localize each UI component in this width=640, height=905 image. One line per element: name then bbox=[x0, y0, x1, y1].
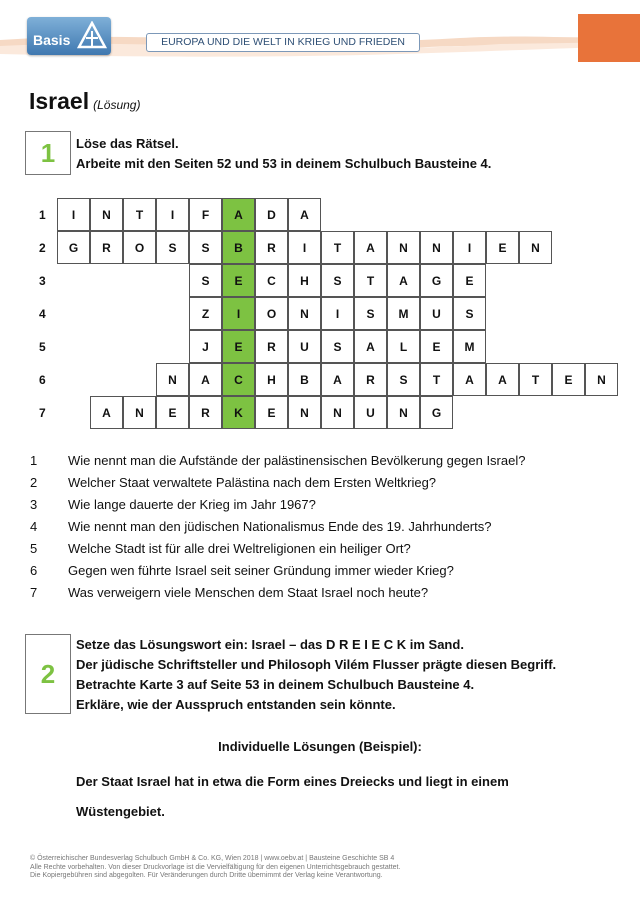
crossword-cell: A bbox=[189, 363, 222, 396]
crossword-cell: E bbox=[486, 231, 519, 264]
crossword-cell: A bbox=[288, 198, 321, 231]
crossword-row-number: 1 bbox=[39, 208, 46, 222]
crossword-cell: I bbox=[321, 297, 354, 330]
question-text: Wie lange dauerte der Krieg im Jahr 1967? bbox=[68, 497, 316, 512]
crossword-cell: T bbox=[519, 363, 552, 396]
crossword-cell: E bbox=[156, 396, 189, 429]
crossword-cell: O bbox=[123, 231, 156, 264]
copyright-footer bbox=[30, 855, 400, 881]
crossword-cell: D bbox=[255, 198, 288, 231]
crossword-cell: S bbox=[453, 297, 486, 330]
crossword-cell: T bbox=[123, 198, 156, 231]
question-number: 7 bbox=[30, 585, 38, 600]
question-text: Wie nennt man den jüdischen Nationalismus Ende des 19. Jahrhunderts? bbox=[68, 519, 492, 534]
crossword-solution-cell: I bbox=[222, 297, 255, 330]
crossword-cell: R bbox=[255, 231, 288, 264]
crossword-cell: T bbox=[420, 363, 453, 396]
title-subtitle: (Lösung) bbox=[93, 98, 141, 112]
crossword-cell: A bbox=[354, 231, 387, 264]
crossword-cell: N bbox=[387, 231, 420, 264]
crossword-cell: H bbox=[255, 363, 288, 396]
crossword-cell: S bbox=[321, 264, 354, 297]
crossword-cell: R bbox=[255, 330, 288, 363]
crossword-solution-cell: A bbox=[222, 198, 255, 231]
task-2-number-box: 2 bbox=[25, 634, 71, 714]
series-title: EUROPA UND DIE WELT IN KRIEG UND FRIEDEN bbox=[146, 33, 420, 52]
crossword-cell: U bbox=[288, 330, 321, 363]
question-number: 3 bbox=[30, 497, 38, 512]
crossword-cell: R bbox=[189, 396, 222, 429]
task-2-line: Betrachte Karte 3 auf Seite 53 in deinem Schulbuch Bausteine 4. bbox=[76, 677, 475, 692]
page-header bbox=[0, 0, 640, 70]
crossword-cell: I bbox=[156, 198, 189, 231]
question-number: 4 bbox=[30, 519, 38, 534]
question-text: Gegen wen führte Israel seit seiner Gründung immer wieder Krieg? bbox=[68, 563, 454, 578]
crossword-cell: N bbox=[123, 396, 156, 429]
crossword-cell: I bbox=[288, 231, 321, 264]
page-title bbox=[29, 88, 140, 115]
crossword-cell: C bbox=[255, 264, 288, 297]
crossword-cell: T bbox=[321, 231, 354, 264]
crossword-cell: B bbox=[288, 363, 321, 396]
logo-text: Basis bbox=[33, 32, 71, 48]
crossword-cell: E bbox=[420, 330, 453, 363]
crossword-solution-cell: B bbox=[222, 231, 255, 264]
crossword-cell: O bbox=[255, 297, 288, 330]
task-1-number-box: 1 bbox=[25, 131, 71, 175]
question-number: 2 bbox=[30, 475, 38, 490]
crossword-cell: N bbox=[519, 231, 552, 264]
crossword-cell: E bbox=[552, 363, 585, 396]
crossword-row-number: 4 bbox=[39, 307, 46, 321]
crossword-cell: F bbox=[189, 198, 222, 231]
task-2-line: Erkläre, wie der Ausspruch entstanden sein könnte. bbox=[76, 697, 396, 712]
crossword-row-number: 6 bbox=[39, 373, 46, 387]
question-text: Welcher Staat verwaltete Palästina nach dem Ersten Weltkrieg? bbox=[68, 475, 437, 490]
crossword-solution-cell: E bbox=[222, 330, 255, 363]
crossword-cell: S bbox=[189, 231, 222, 264]
crossword-cell: S bbox=[156, 231, 189, 264]
task-1-line: Löse das Rätsel. bbox=[76, 136, 179, 151]
crossword-cell: N bbox=[585, 363, 618, 396]
crossword-cell: N bbox=[288, 396, 321, 429]
corner-decoration bbox=[578, 14, 640, 62]
crossword-cell: J bbox=[189, 330, 222, 363]
crossword-cell: S bbox=[354, 297, 387, 330]
question-number: 6 bbox=[30, 563, 38, 578]
crossword-solution-cell: E bbox=[222, 264, 255, 297]
crossword-cell: I bbox=[57, 198, 90, 231]
task-2-instructions bbox=[76, 635, 556, 715]
question-number: 5 bbox=[30, 541, 38, 556]
crossword-cell: G bbox=[420, 264, 453, 297]
crossword-cell: N bbox=[156, 363, 189, 396]
question-text: Wie nennt man die Aufstände der palästinensischen Bevölkerung gegen Israel? bbox=[68, 453, 526, 468]
crossword-row-number: 2 bbox=[39, 241, 46, 255]
crossword-cell: H bbox=[288, 264, 321, 297]
question-number: 1 bbox=[30, 453, 38, 468]
task-1-instructions bbox=[76, 134, 491, 174]
footer-line: Die Kopiergebühren sind abgegolten. Für Veränderungen durch Dritte übernimmt der Verlag keine Verantwortung. bbox=[30, 872, 383, 879]
task-2-line: Der jüdische Schriftsteller und Philosoph Vilém Flusser prägte diesen Begriff. bbox=[76, 657, 557, 672]
crossword-cell: L bbox=[387, 330, 420, 363]
crossword-cell: G bbox=[420, 396, 453, 429]
answer-text: Der Staat Israel hat in etwa die Form eines Dreiecks und liegt in einem Wüstengebiet. bbox=[76, 774, 509, 819]
crossword-cell: G bbox=[57, 231, 90, 264]
crossword-solution-cell: C bbox=[222, 363, 255, 396]
crossword-cell: R bbox=[354, 363, 387, 396]
crossword-cell: E bbox=[453, 264, 486, 297]
crossword-cell: E bbox=[255, 396, 288, 429]
crossword-cell: N bbox=[288, 297, 321, 330]
footer-line: Alle Rechte vorbehalten. Von dieser Druckvorlage ist die Vervielfältigung für den eigenen Unterrichtsgebrauch gestattet. bbox=[30, 863, 401, 871]
crossword-cell: S bbox=[321, 330, 354, 363]
answer-heading: Individuelle Lösungen (Beispiel): bbox=[218, 739, 422, 754]
crossword-cell: N bbox=[387, 396, 420, 429]
crossword-cell: N bbox=[90, 198, 123, 231]
crossword-row-number: 7 bbox=[39, 406, 46, 420]
crossword-cell: A bbox=[321, 363, 354, 396]
crossword-cell: M bbox=[387, 297, 420, 330]
crossword-cell: R bbox=[90, 231, 123, 264]
crossword-cell: A bbox=[486, 363, 519, 396]
crossword-cell: A bbox=[387, 264, 420, 297]
basis-logo bbox=[27, 17, 111, 55]
crossword-cell: S bbox=[387, 363, 420, 396]
crossword-cell: U bbox=[354, 396, 387, 429]
crossword-cell: N bbox=[321, 396, 354, 429]
task-1-line: Arbeite mit den Seiten 52 und 53 in deinem Schulbuch Bausteine 4. bbox=[76, 156, 492, 171]
task-2-line: Setze das Lösungswort ein: Israel – das D R E I E C K im Sand. bbox=[76, 637, 464, 652]
crossword-cell: N bbox=[420, 231, 453, 264]
question-text: Welche Stadt ist für alle drei Weltreligionen ein heiliger Ort? bbox=[68, 541, 411, 556]
crossword-cell: Z bbox=[189, 297, 222, 330]
crossword-cell: M bbox=[453, 330, 486, 363]
crossword-row-number: 3 bbox=[39, 274, 46, 288]
crossword-cell: A bbox=[453, 363, 486, 396]
crossword-cell: A bbox=[90, 396, 123, 429]
triangle-logo-icon bbox=[77, 21, 107, 49]
crossword-cell: T bbox=[354, 264, 387, 297]
crossword-cell: A bbox=[354, 330, 387, 363]
crossword-cell: I bbox=[453, 231, 486, 264]
crossword-cell: S bbox=[189, 264, 222, 297]
question-text: Was verweigern viele Menschen dem Staat Israel noch heute? bbox=[68, 585, 429, 600]
crossword-solution-cell: K bbox=[222, 396, 255, 429]
title-text: Israel bbox=[29, 88, 90, 114]
crossword-row-number: 5 bbox=[39, 340, 46, 354]
footer-line: © Österreichischer Bundesverlag Schulbuch GmbH & Co. KG, Wien 2018 | www.oebv.at | Bausteine Geschichte SB 4 bbox=[30, 855, 395, 862]
crossword-cell: U bbox=[420, 297, 453, 330]
